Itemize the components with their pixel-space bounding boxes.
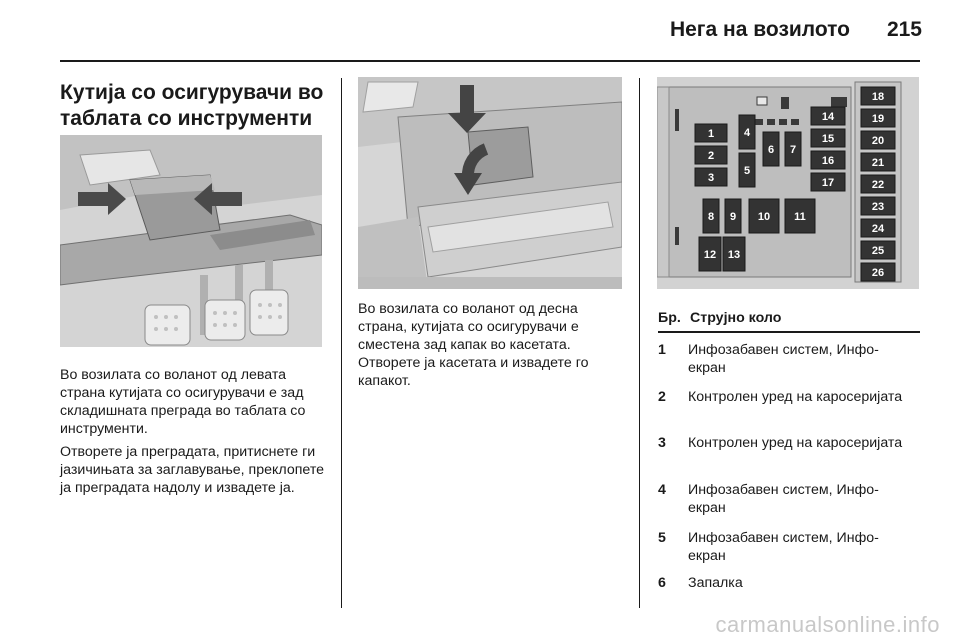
fuse-label-23: 23 — [871, 201, 885, 213]
table-header-rule — [658, 331, 920, 333]
fuse-label-9: 9 — [729, 211, 737, 223]
fuse-number: 3 — [658, 435, 666, 451]
fuse-label-17: 17 — [821, 177, 835, 189]
fuse-label-18: 18 — [871, 91, 885, 103]
fuse-label-2: 2 — [707, 150, 715, 162]
fuse-label-26: 26 — [871, 267, 885, 279]
fuse-number: 4 — [658, 482, 666, 498]
fuse-label-16: 16 — [821, 155, 835, 167]
glovebox-cover-illustration — [358, 77, 622, 289]
fuse-label-5: 5 — [743, 165, 751, 177]
table-header-circuit: Струјно коло — [690, 310, 782, 326]
column-divider-left — [341, 78, 342, 608]
header-rule — [60, 60, 920, 62]
fuse-label-19: 19 — [871, 113, 885, 125]
fuse-label-12: 12 — [703, 249, 717, 261]
fuse-label-4: 4 — [743, 127, 751, 139]
fuse-number: 2 — [658, 389, 666, 405]
fuse-label-20: 20 — [871, 135, 885, 147]
left-paragraph-1: Во возилата со воланот од левата страна кутијата со осигурувачи е зад складишната преграда во таблата со инструменти. — [60, 367, 306, 437]
fuse-label-8: 8 — [707, 211, 715, 223]
fuse-label-21: 21 — [871, 157, 885, 169]
circuit-description: Контролен уред на каросеријата — [688, 389, 903, 405]
fuse-label-14: 14 — [821, 111, 835, 123]
glovebox-illustration — [60, 135, 322, 347]
fuse-label-3: 3 — [707, 172, 715, 184]
fuse-label-7: 7 — [789, 144, 797, 156]
circuit-description: Контролен уред на каросеријата — [688, 435, 903, 451]
middle-paragraph-1: Во возилата со воланот од десна страна, кутијата со осигурувачи е сместена зад капак во касетата. Отворете ја касетата и извадете го капакот. — [358, 301, 589, 389]
fuse-label-13: 13 — [727, 249, 741, 261]
table-header-no: Бр. — [658, 310, 681, 326]
left-paragraph-2: Отворете ја преградата, притиснете ги јазичињата за заглавување, преклопете ја преградата надолу и извадете ја. — [60, 444, 325, 496]
circuit-description: Инфозабавен систем, Инфо-екран — [688, 530, 879, 564]
fuse-label-24: 24 — [871, 223, 885, 235]
fuse-label-15: 15 — [821, 133, 835, 145]
watermark: carmanualsonline.info — [715, 612, 940, 637]
page-number: 215 — [886, 18, 922, 41]
circuit-description: Инфозабавен систем, Инфо-екран — [688, 482, 879, 516]
fuse-label-10: 10 — [757, 211, 771, 223]
circuit-description: Инфозабавен систем, Инфо-екран — [688, 342, 879, 376]
fuse-label-6: 6 — [767, 144, 775, 156]
column-divider-right — [639, 78, 640, 608]
fuse-number: 6 — [658, 575, 666, 591]
section-title: Кутија со осигурувачи во таблата со инструменти — [60, 81, 324, 130]
fuse-label-25: 25 — [871, 245, 885, 257]
fuse-label-11: 11 — [794, 211, 806, 223]
fuse-number: 5 — [658, 530, 666, 546]
fuse-label-22: 22 — [871, 179, 885, 191]
running-header-title: Нега на возилото — [669, 18, 850, 41]
fuse-box-diagram — [657, 77, 919, 289]
fuse-label-1: 1 — [707, 128, 715, 140]
circuit-description: Запалка — [688, 575, 743, 591]
fuse-number: 1 — [658, 342, 666, 358]
